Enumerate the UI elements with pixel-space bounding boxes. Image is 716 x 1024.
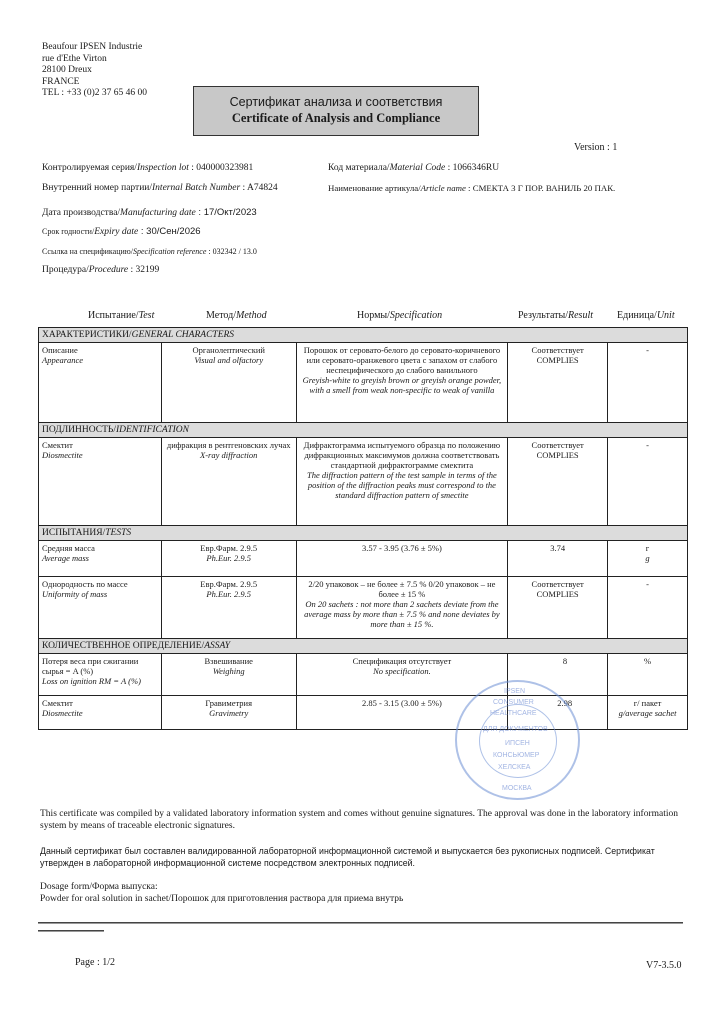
label-en: Expiry date	[94, 227, 139, 237]
result-cell: 3.74	[508, 541, 608, 577]
test-ru: Потеря веса при сжигании сырья = A (%)	[42, 656, 139, 676]
article-name	[328, 183, 615, 193]
test-en: Loss on ignition RM = A (%)	[42, 676, 141, 686]
method-ru: Гравиметрия	[205, 698, 253, 708]
label-en: Procedure	[88, 265, 129, 275]
method-cell	[161, 696, 296, 730]
test-ru: Однородность по массе	[42, 579, 128, 589]
header-ru: Нормы/	[357, 310, 390, 321]
footer-note-en: This certificate was compiled by a validated laboratory information system and comes without genuine signatures. The approval was done in the laboratory information system by means of traceable electronic signatures.	[40, 809, 678, 831]
value: : 040000323981	[188, 163, 254, 173]
label-en: Inspection lot	[136, 163, 189, 173]
table-row	[39, 541, 688, 577]
method-cell	[161, 343, 296, 423]
section-ru: ПОДЛИННОСТЬ/	[42, 425, 116, 435]
method-ru: Евр.Фарм. 2.9.5	[200, 543, 258, 553]
page-number: Page : 1/2	[75, 957, 115, 968]
results-table	[38, 327, 688, 730]
method-ru: Взвешивание	[204, 656, 253, 666]
spec-en: No specification.	[373, 666, 431, 676]
document-version: V7-3.5.0	[646, 960, 682, 971]
title-en: Certificate of Analysis and Compliance	[231, 111, 441, 125]
result-en: COMPLIES	[536, 589, 579, 599]
method-en: Ph.Eur. 2.9.5	[206, 553, 252, 563]
spec-cell	[296, 343, 508, 423]
unit-en: g	[645, 553, 650, 563]
test-en: Uniformity of mass	[42, 589, 108, 599]
header-en: Result	[568, 310, 593, 321]
table-row	[39, 438, 688, 526]
inspection-lot	[42, 163, 253, 173]
test-en: Diosmectite	[42, 450, 83, 460]
spec-cell: 3.57 - 3.95 (3.76 ± 5%)	[296, 541, 508, 577]
label-ru: Ссылка на спецификацию/	[42, 247, 133, 256]
value: : 17/Окт/2023	[195, 207, 257, 218]
header-result	[518, 310, 593, 321]
value: : 032342 / 13.0	[206, 247, 257, 256]
test-cell	[39, 343, 162, 423]
unit-cell: %	[608, 654, 688, 696]
version-label: Version : 1	[574, 142, 618, 153]
test-en: Average mass	[42, 553, 89, 563]
unit-cell: -	[608, 577, 688, 639]
value: : СМЕКТА 3 Г ПОР. ВАНИЛЬ 20 ПАК.	[465, 183, 616, 193]
organization-stamp	[455, 680, 580, 800]
spec-ru: 2/20 упаковок – не более ± 7.5 % 0/20 упаковок – не более ± 15 %	[308, 579, 496, 599]
section-en: IDENTIFICATION	[115, 425, 189, 435]
address-line: TEL : +33 (0)2 37 65 46 00	[42, 88, 148, 98]
test-en: Diosmectite	[42, 708, 83, 718]
internal-batch	[42, 183, 278, 193]
method-en: Gravimetry	[209, 708, 249, 718]
spec-cell	[296, 438, 508, 526]
section-row	[39, 423, 688, 438]
method-ru: Органолептический	[192, 345, 265, 355]
section-en: GENERAL CHARACTERS	[131, 330, 235, 340]
result-en: COMPLIES	[536, 355, 579, 365]
value: : A74824	[240, 183, 278, 193]
address-line: FRANCE	[42, 76, 80, 87]
label-en: Internal Batch Number	[152, 183, 241, 193]
section-en: TESTS	[105, 528, 132, 538]
method-cell	[161, 438, 296, 526]
unit-cell: -	[608, 438, 688, 526]
specification-reference	[42, 247, 257, 256]
header-en: Unit	[656, 310, 675, 321]
label-ru: Код материала/	[328, 163, 390, 173]
label-ru: Внутренний номер партии/	[42, 183, 153, 193]
section-tests	[39, 526, 688, 541]
label-en: Specification reference	[133, 247, 207, 256]
value: : 1066346RU	[445, 163, 500, 173]
result-cell	[508, 438, 608, 526]
value: : 32199	[128, 265, 160, 275]
footer-rule	[38, 922, 683, 924]
test-cell	[39, 541, 162, 577]
spec-ru: Порошок от серовато-белого до серовато-коричневого или серовато-оранжевого цвета с запахом от слабого неспецифического до слабого ванильного	[303, 345, 501, 375]
label-en: Article name	[420, 183, 466, 193]
unit-cell	[608, 541, 688, 577]
value: : 30/Сен/2026	[138, 226, 201, 237]
procedure	[42, 265, 159, 275]
stamp-text: МОСКВА	[502, 785, 532, 792]
spec-en: Greyish-white to greyish brown or greyish orange powder, with a smell from weak non-specific to weak of vanilla	[302, 375, 502, 395]
address-line: rue d'Ethe Virton	[42, 53, 107, 64]
stamp-text: ХЕЛСКЕА	[498, 764, 531, 771]
stamp-text: CONSUMER	[493, 699, 534, 706]
spec-ru: Спецификация отсутствует	[352, 656, 452, 666]
unit-ru: г/ пакет	[633, 698, 662, 708]
test-ru: Смектит	[42, 698, 73, 708]
label-ru: Контролируемая серия/	[42, 163, 137, 173]
table-row	[39, 696, 688, 730]
section-row	[39, 639, 688, 654]
spec-cell	[296, 577, 508, 639]
manufacturing-date	[42, 207, 257, 218]
result-ru: Соответствует	[531, 345, 584, 355]
header-unit	[617, 310, 675, 321]
method-en: X-ray diffraction	[200, 450, 258, 460]
unit-en: g/average sachet	[618, 708, 677, 718]
footer-rule-short	[38, 930, 104, 932]
stamp-text: IPSEN	[504, 688, 526, 695]
footer-note-ru: Данный сертификат был составлен валидированной лабораторной информационной системой и выпускается без рукописных подписей. Сертификат утвержден в лабораторной информационной системе посредством электронных подписей.	[40, 846, 655, 868]
header-ru: Испытание/	[88, 310, 139, 321]
section-row	[39, 526, 688, 541]
header-en: Specification	[389, 310, 443, 321]
table-row	[39, 343, 688, 423]
title-ru: Сертификат анализа и соответствия	[229, 95, 443, 109]
header-en: Test	[138, 310, 155, 321]
section-ru: ХАРАКТЕРИСТИКИ/	[42, 330, 132, 340]
spec-en: The diffraction pattern of the test sample in terms of the position of the diffraction peaks must correspond to the standard diffraction pattern of smectite	[307, 470, 497, 500]
section-assay	[39, 639, 688, 654]
spec-en: On 20 sachets : not more than 2 sachets deviate from the average mass by more than ± 7.5 % and none deviates by more than ± 15 %.	[304, 599, 500, 629]
expiry-date	[42, 226, 201, 237]
test-ru: Средняя масса	[42, 543, 95, 553]
method-en: Weighing	[212, 666, 245, 676]
header-specification	[357, 310, 442, 321]
test-ru: Описание	[42, 345, 78, 355]
stamp-text: ДЛЯ ДОКУМЕНТОВ	[483, 726, 548, 733]
test-cell	[39, 654, 162, 696]
label-en: Manufacturing date	[120, 208, 196, 218]
unit-cell: -	[608, 343, 688, 423]
spec-cell	[296, 654, 508, 696]
method-cell	[161, 654, 296, 696]
section-identification	[39, 423, 688, 438]
result-ru: Соответствует	[531, 440, 584, 450]
header-test	[88, 310, 154, 321]
method-en: Visual and olfactory	[194, 355, 264, 365]
result-cell	[508, 577, 608, 639]
header-en: Method	[236, 310, 267, 321]
test-cell	[39, 438, 162, 526]
test-en: Appearance	[42, 355, 84, 365]
result-en: COMPLIES	[536, 450, 579, 460]
table-row	[39, 577, 688, 639]
test-cell	[39, 696, 162, 730]
result-cell: 2.98	[508, 696, 608, 730]
material-code	[328, 163, 499, 173]
certificate-title-box	[193, 86, 479, 136]
result-cell: 8	[508, 654, 608, 696]
label-ru: Процедура/	[42, 265, 89, 275]
section-ru: ИСПЫТАНИЯ/	[42, 528, 106, 538]
method-en: Ph.Eur. 2.9.5	[206, 589, 252, 599]
address-line: Beaufour IPSEN Industrie	[42, 42, 143, 52]
section-ru: КОЛИЧЕСТВЕННОЕ ОПРЕДЕЛЕНИЕ/	[42, 641, 205, 651]
dosage-form-value: Powder for oral solution in sachet/Порошок для приготовления раствора для приема внутрь	[40, 894, 404, 904]
header-ru: Единица/	[617, 310, 657, 321]
label-ru: Срок годности/	[42, 227, 95, 236]
stamp-text: КОНСЬЮМЕР	[493, 752, 540, 759]
header-ru: Результаты/	[518, 310, 568, 321]
unit-ru: г	[645, 543, 650, 553]
company-address	[42, 42, 147, 100]
spec-ru: Дифрактограмма испытуемого образца по положению дифракционных максимумов должна соответствовать стандартной дифрактограмме смектита	[303, 440, 501, 470]
label-en: Material Code	[389, 163, 446, 173]
section-general	[39, 328, 688, 343]
header-method	[206, 310, 267, 321]
test-cell	[39, 577, 162, 639]
dosage-form-label: Dosage form/Форма выпуска:	[40, 882, 158, 892]
label-ru: Дата производства/	[42, 208, 121, 218]
method-ru: дифракция в рентгеновских лучах	[166, 440, 291, 450]
section-en: ASSAY	[204, 641, 231, 651]
test-ru: Смектит	[42, 440, 73, 450]
spec-cell: 2.85 - 3.15 (3.00 ± 5%)	[296, 696, 508, 730]
method-cell	[161, 577, 296, 639]
result-ru: Соответствует	[531, 579, 584, 589]
header-ru: Метод/	[206, 310, 237, 321]
result-cell	[508, 343, 608, 423]
stamp-text: HEALTHCARE	[490, 710, 537, 717]
method-ru: Евр.Фарм. 2.9.5	[200, 579, 258, 589]
method-cell	[161, 541, 296, 577]
address-line: 28100 Dreux	[42, 65, 92, 75]
unit-cell	[608, 696, 688, 730]
table-row	[39, 654, 688, 696]
stamp-text: ИПСЕН	[505, 740, 530, 747]
label-ru: Наименование артикула/	[328, 183, 421, 193]
section-row	[39, 328, 688, 343]
